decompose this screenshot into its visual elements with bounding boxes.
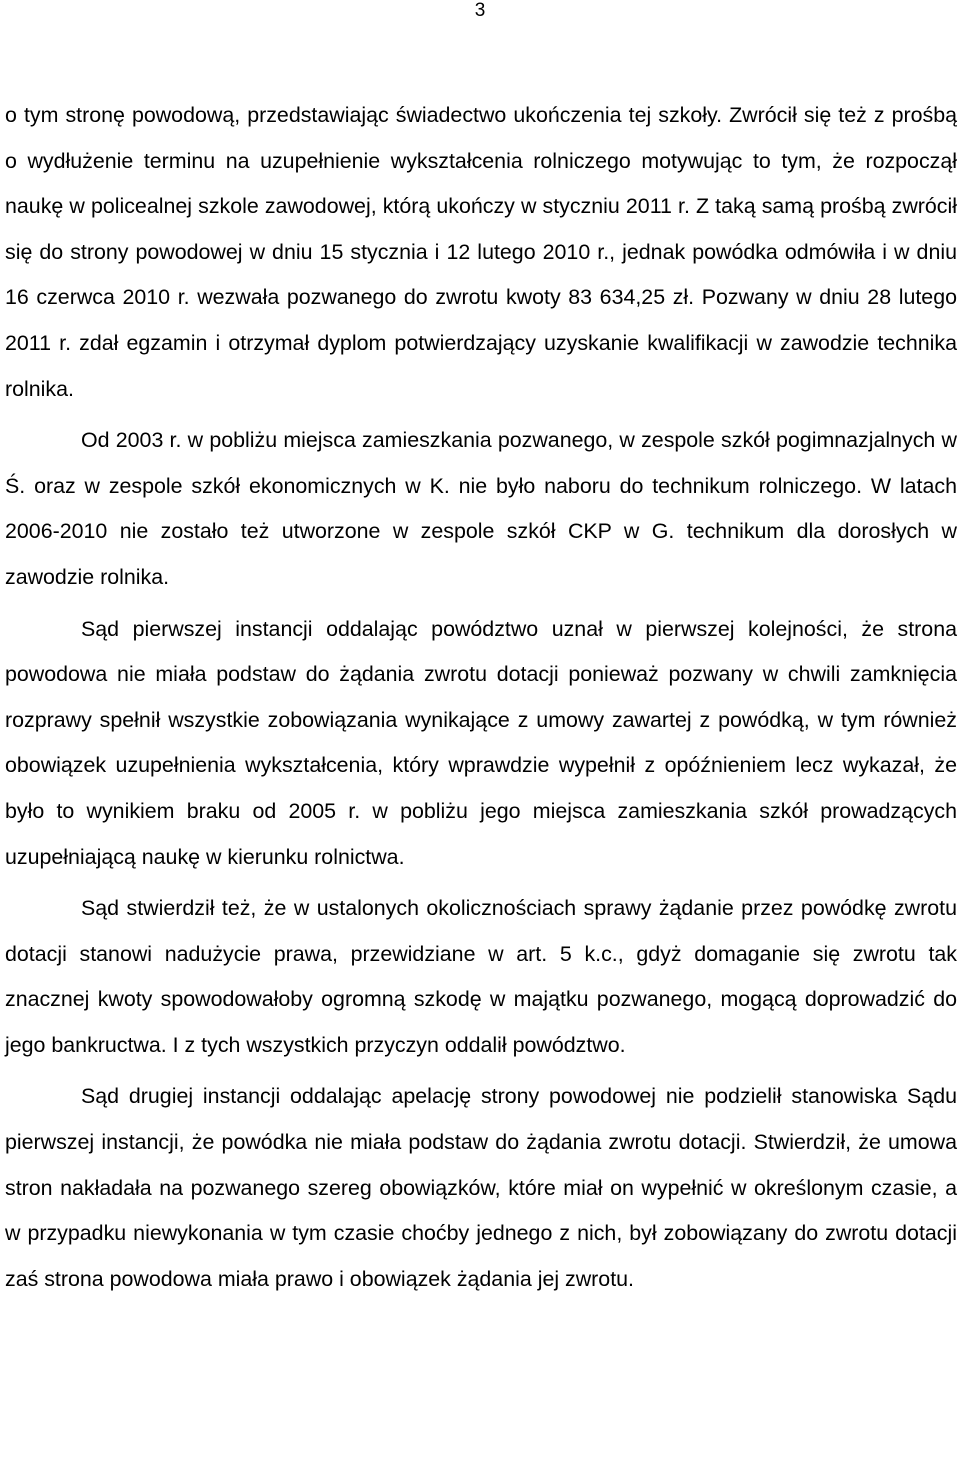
document-body bbox=[5, 93, 957, 1302]
paragraph-first-instance: Sąd pierwszej instancji oddalając powództwo uznał w pierwszej kolejności, że strona powodowa nie miała podstaw do żądania zwrotu dotacji ponieważ pozwany w chwili zamknięcia rozprawy spełnił wszystkie zobowiązania wynikające z umowy zawartej z powódką, w tym również obowiązek uzupełnienia wykształcenia, który wprawdzie wypełnił z opóźnieniem lecz wykazał, że było to wynikiem braku od 2005 r. w pobliżu jego miejsca zamieszkania szkół prowadzących uzupełniającą naukę w kierunku rolnictwa. bbox=[5, 616, 957, 869]
paragraph-second-instance: Sąd drugiej instancji oddalając apelację strony powodowej nie podzielił stanowiska Sądu pierwszej instancji, że powódka nie miała podstaw do żądania zwrotu dotacji. Stwierdził, że umowa stron nakładała na pozwanego szereg obowiązków, które miał on wypełnić w określonym czasie, a w przypadku niewykonania w tym czasie choćby jednego z nich, był zobowiązany do zwrotu dotacji zaś strona powodowa miała prawo i obowiązek żądania jej zwrotu. bbox=[5, 1084, 957, 1291]
paragraph-abuse-of-right: Sąd stwierdził też, że w ustalonych okolicznościach sprawy żądanie przez powódkę zwrotu dotacji stanowi nadużycie prawa, przewidziane w art. 5 k.c., gdyż domaganie się zwrotu tak znacznej kwoty spowodowałoby ogromną szkodę w majątku pozwanego, mogącą doprowadzić do jego bankructwa. I z tych wszystkich przyczyn oddalił powództwo. bbox=[5, 896, 957, 1057]
page-number: 3 bbox=[474, 0, 486, 21]
paragraph-schools: Od 2003 r. w pobliżu miejsca zamieszkania pozwanego, w zespole szkół pogimnazjalnych w Ś. oraz w zespole szkół ekonomicznych w K. nie było naboru do technikum rolniczego. W latach 2006-2010 nie zostało też utworzone w zespole szkół CKP w G. technikum dla dorosłych w zawodzie rolnika. bbox=[5, 428, 957, 589]
paragraph-continuation: o tym stronę powodową, przedstawiając świadectwo ukończenia tej szkoły. Zwrócił się też z prośbą o wydłużenie terminu na uzupełnienie wykształcenia rolniczego motywując to tym, że rozpoczął naukę w policealnej szkole zawodowej, którą ukończy w styczniu 2011 r. Z taką samą prośbą zwrócił się do strony powodowej w dniu 15 stycznia i 12 lutego 2010 r., jednak powódka odmówiła i w dniu 16 czerwca 2010 r. wezwała pozwanego do zwrotu kwoty 83 634,25 zł. Pozwany w dniu 28 lutego 2011 r. zdał egzamin i otrzymał dyplom potwierdzający uzyskanie kwalifikacji w zawodzie technika rolnika. bbox=[5, 103, 957, 401]
